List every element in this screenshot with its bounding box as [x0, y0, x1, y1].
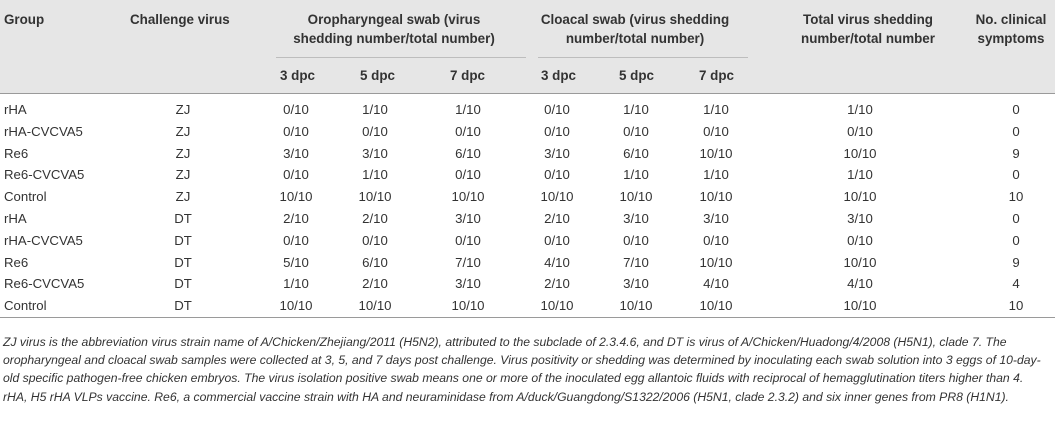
cell-group: Control — [4, 298, 47, 314]
cell-total: 10/10 — [843, 145, 877, 161]
cell-clo-5dpc: 10/10 — [619, 189, 653, 205]
cell-oro-5dpc: 1/10 — [362, 167, 388, 183]
cell-oro-7dpc: 10/10 — [451, 189, 485, 205]
table-row — [0, 208, 1055, 230]
header-group: Group — [4, 12, 45, 27]
header-total — [768, 10, 968, 48]
cell-clo-3dpc: 0/10 — [544, 123, 570, 139]
cell-clo-7dpc: 10/10 — [699, 298, 733, 314]
table-footnote: ZJ virus is the abbreviation virus strain name of A/Chicken/Zhejiang/2011 (H5N2), attributed to the subclade of 2.3.4.6, and DT is virus of A/Chicken/Huadong/4/2008 (H5N1), clade 7. The oropharyngeal and cloacal swab samples were collected at 3, 5, and 7 days post challenge. Virus positivity or shedding was determined by inoculating each swab solution into 3 eggs of 10-day-old specific pathogen-free chicken embryos. The virus isolation positive swab means one or more of the inoculated egg allantoic fluids with reciprocal of hemagglutination titers higher than 4. rHA, H5 rHA VLPs vaccine. Re6, a commercial vaccine strain with HA and neuraminidase from A/duck/Guangdong/S1322/2006 (H5N1, clade 2.3.2) and six inner genes from PR8 (H1N1). — [3, 335, 1041, 404]
table-row — [0, 143, 1055, 165]
cell-challenge-virus: DT — [174, 232, 192, 248]
cell-clo-3dpc: 10/10 — [540, 298, 574, 314]
cell-clo-3dpc: 2/10 — [544, 211, 570, 226]
cell-clinical: 0 — [1012, 123, 1020, 139]
header-oro-7dpc: 7 dpc — [450, 68, 485, 83]
cell-oro-5dpc: 0/10 — [362, 232, 388, 248]
cell-clo-5dpc: 3/10 — [623, 276, 649, 292]
cell-group: rHA — [4, 211, 27, 226]
cell-clo-5dpc: 7/10 — [623, 254, 649, 270]
cell-oro-3dpc: 1/10 — [283, 276, 309, 292]
cell-clinical: 4 — [1012, 276, 1020, 292]
cell-oro-7dpc: 6/10 — [455, 145, 481, 161]
cell-clinical: 0 — [1012, 211, 1020, 226]
cell-clinical: 9 — [1012, 254, 1020, 270]
cell-oro-3dpc: 0/10 — [283, 232, 309, 248]
cell-clo-7dpc: 1/10 — [703, 102, 729, 117]
cell-oro-3dpc: 0/10 — [283, 167, 309, 183]
cell-oro-7dpc: 0/10 — [455, 232, 481, 248]
header-clo-3dpc: 3 dpc — [541, 68, 576, 83]
table-bottom-rule — [0, 317, 1055, 318]
cell-group: rHA — [4, 102, 27, 117]
cell-challenge-virus: DT — [174, 254, 192, 270]
cell-total: 3/10 — [847, 211, 873, 226]
cell-clo-7dpc: 0/10 — [703, 232, 729, 248]
cell-oro-7dpc: 1/10 — [455, 102, 481, 117]
cell-oro-5dpc: 10/10 — [358, 298, 392, 314]
cell-total: 1/10 — [847, 167, 873, 183]
cell-clo-7dpc: 4/10 — [703, 276, 729, 292]
cell-oro-7dpc: 0/10 — [455, 123, 481, 139]
cell-oro-7dpc: 7/10 — [455, 254, 481, 270]
cell-challenge-virus: ZJ — [175, 102, 191, 117]
cell-oro-5dpc: 6/10 — [362, 254, 388, 270]
header-cloacal — [530, 10, 740, 48]
cell-challenge-virus: ZJ — [175, 123, 191, 139]
cell-total: 10/10 — [843, 189, 877, 205]
cell-oro-3dpc: 0/10 — [283, 123, 309, 139]
cell-oro-3dpc: 2/10 — [283, 211, 309, 226]
cell-clo-5dpc: 1/10 — [623, 102, 649, 117]
cell-clo-3dpc: 0/10 — [544, 102, 570, 117]
cell-group: Re6-CVCVA5 — [4, 167, 85, 183]
cell-oro-3dpc: 10/10 — [279, 298, 313, 314]
cell-oro-5dpc: 2/10 — [362, 276, 388, 292]
cell-clo-5dpc: 1/10 — [623, 167, 649, 183]
cell-clo-5dpc: 6/10 — [623, 145, 649, 161]
cell-clinical: 0 — [1012, 232, 1020, 248]
header-oro-3dpc: 3 dpc — [280, 68, 315, 83]
cell-oro-7dpc: 3/10 — [455, 211, 481, 226]
cell-challenge-virus: DT — [174, 276, 192, 292]
cell-oro-5dpc: 2/10 — [362, 211, 388, 226]
header-clinical — [968, 10, 1054, 48]
cell-clo-7dpc: 10/10 — [699, 254, 733, 270]
cell-group: Re6 — [4, 145, 29, 161]
table-row — [0, 164, 1055, 186]
header-oropharyngeal — [270, 10, 518, 48]
cloacal-subheader-rule — [538, 57, 748, 58]
table-row — [0, 273, 1055, 295]
cell-clo-7dpc: 0/10 — [703, 123, 729, 139]
header-clinical-line2: symptoms — [977, 31, 1045, 46]
cell-oro-5dpc: 3/10 — [362, 145, 388, 161]
cell-clinical: 0 — [1012, 102, 1020, 117]
cell-clo-5dpc: 0/10 — [623, 232, 649, 248]
cell-total: 10/10 — [843, 254, 877, 270]
header-oropharyngeal-line1: Oropharyngeal swab (virus — [307, 12, 481, 27]
header-challenge-virus: Challenge virus — [130, 12, 230, 27]
oropharyngeal-subheader-rule — [276, 57, 526, 58]
cell-group: rHA-CVCVA5 — [4, 232, 83, 248]
table-header — [0, 0, 1055, 93]
table-row — [0, 186, 1055, 208]
cell-total: 0/10 — [847, 232, 873, 248]
cell-challenge-virus: ZJ — [175, 145, 191, 161]
cell-challenge-virus: DT — [174, 211, 192, 226]
cell-clo-7dpc: 1/10 — [703, 167, 729, 183]
header-total-line1: Total virus shedding — [803, 12, 933, 27]
header-total-line2: number/total number — [801, 31, 935, 46]
header-clo-7dpc: 7 dpc — [699, 68, 734, 83]
cell-challenge-virus: ZJ — [175, 189, 191, 205]
cell-total: 0/10 — [847, 123, 873, 139]
cell-oro-3dpc: 3/10 — [283, 145, 309, 161]
cell-oro-5dpc: 1/10 — [362, 102, 388, 117]
table-row — [0, 295, 1055, 317]
header-oro-5dpc: 5 dpc — [360, 68, 395, 83]
table-row — [0, 121, 1055, 143]
header-cloacal-line2: number/total number) — [565, 31, 705, 46]
cell-challenge-virus: ZJ — [175, 167, 191, 183]
cell-oro-3dpc: 0/10 — [283, 102, 309, 117]
header-clo-5dpc: 5 dpc — [619, 68, 654, 83]
table-row — [0, 252, 1055, 274]
cell-oro-7dpc: 3/10 — [455, 276, 481, 292]
cell-group: Control — [4, 189, 47, 205]
cell-clo-3dpc: 4/10 — [544, 254, 570, 270]
cell-clo-3dpc: 0/10 — [544, 167, 570, 183]
cell-clo-3dpc: 10/10 — [540, 189, 574, 205]
cell-oro-7dpc: 10/10 — [451, 298, 485, 314]
cell-clinical: 10 — [1008, 298, 1024, 314]
cell-oro-3dpc: 5/10 — [283, 254, 309, 270]
cell-clo-7dpc: 3/10 — [703, 211, 729, 226]
cell-clo-3dpc: 0/10 — [544, 232, 570, 248]
header-clinical-line1: No. clinical — [975, 12, 1047, 27]
cell-challenge-virus: DT — [174, 298, 192, 314]
cell-clo-5dpc: 3/10 — [623, 211, 649, 226]
cell-clo-7dpc: 10/10 — [699, 189, 733, 205]
cell-total: 1/10 — [847, 102, 873, 117]
cell-clinical: 0 — [1012, 167, 1020, 183]
cell-oro-5dpc: 10/10 — [358, 189, 392, 205]
cell-clo-3dpc: 2/10 — [544, 276, 570, 292]
header-oropharyngeal-line2: shedding number/total number) — [293, 31, 495, 46]
cell-clo-5dpc: 0/10 — [623, 123, 649, 139]
cell-oro-5dpc: 0/10 — [362, 123, 388, 139]
cell-group: Re6-CVCVA5 — [4, 276, 85, 292]
cell-oro-7dpc: 0/10 — [455, 167, 481, 183]
cell-clinical: 10 — [1008, 189, 1024, 205]
cell-group: rHA-CVCVA5 — [4, 123, 83, 139]
table-row — [0, 230, 1055, 252]
cell-clinical: 9 — [1012, 145, 1020, 161]
cell-clo-3dpc: 3/10 — [544, 145, 570, 161]
cell-total: 4/10 — [847, 276, 873, 292]
cell-total: 10/10 — [843, 298, 877, 314]
cell-oro-3dpc: 10/10 — [279, 189, 313, 205]
table-row — [0, 99, 1055, 121]
cell-clo-5dpc: 10/10 — [619, 298, 653, 314]
cell-clo-7dpc: 10/10 — [699, 145, 733, 161]
header-cloacal-line1: Cloacal swab (virus shedding — [540, 12, 730, 27]
header-bottom-rule — [0, 93, 1055, 94]
cell-group: Re6 — [4, 254, 29, 270]
